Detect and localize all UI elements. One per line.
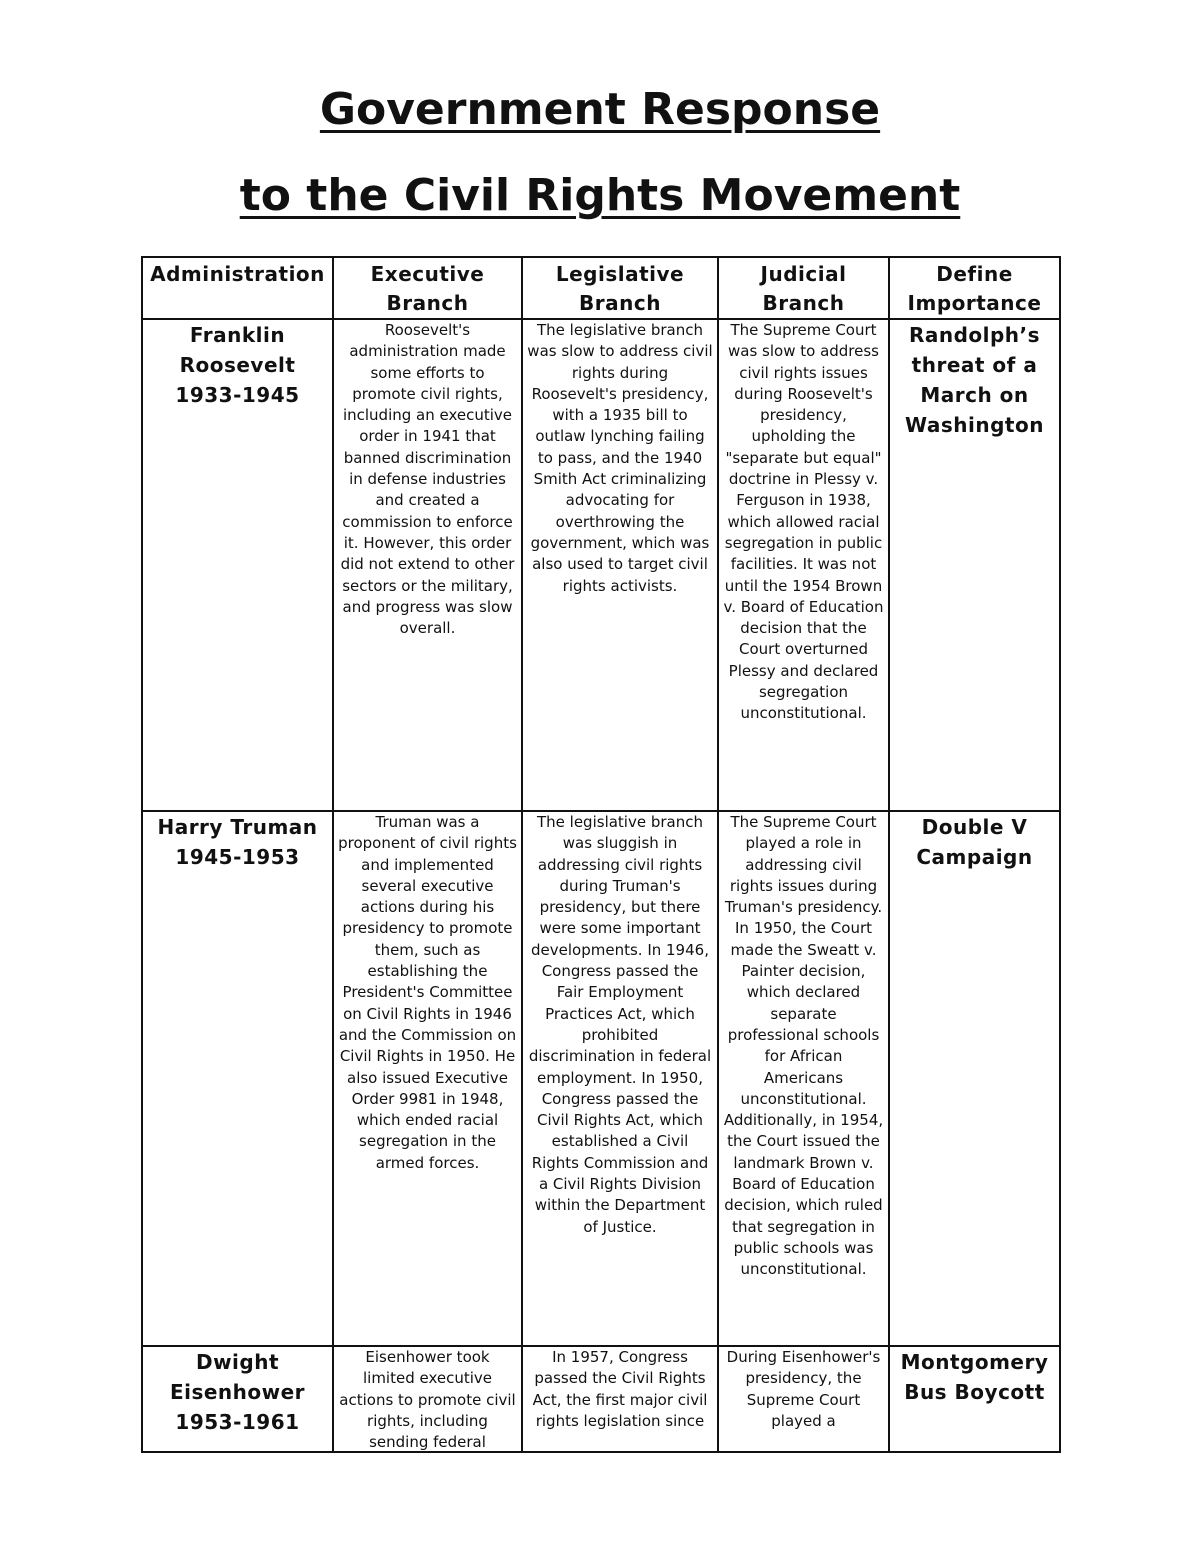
judicial-branch-cell: The Supreme Court was slow to address civil rights issues during Roosevelt's presidency, upholding the "separate but equal" doctrine in Plessy v. Ferguson in 1938, which allowed racial segregation in public facilities. It was not until the 1954 Brown v. Board of Education decision that the Court overturned Plessy and declared segregation unconstitutional. bbox=[718, 319, 889, 811]
page-subtitle: to the Civil Rights Movement bbox=[239, 170, 961, 221]
header-executive-branch: Executive Branch bbox=[333, 257, 522, 319]
president-name: Harry Truman bbox=[157, 815, 318, 839]
header-administration: Administration bbox=[142, 257, 333, 319]
importance-cell: Randolph’s threat of a March on Washington bbox=[889, 319, 1060, 811]
header-legislative-branch: Legislative Branch bbox=[522, 257, 718, 319]
term-years: 1953-1961 bbox=[175, 1410, 300, 1434]
legislative-text: In 1957, Congress passed the Civil Rights Act, the first major civil rights legislation since bbox=[532, 1348, 708, 1430]
executive-branch-cell: Truman was a proponent of civil rights and implemented several executive actions during his presidency to promote them, such as establishing the President's Committee on Civil Rights in 1946 and the Commission on Civil Rights in 1950. He also issued Executive Order 9981 in 1948, which ended racial segregation in the armed forces. bbox=[333, 811, 522, 1346]
judicial-branch-cell bbox=[718, 1346, 889, 1452]
executive-text: Eisenhower took limited executive actions to promote civil rights, including sending federal bbox=[339, 1348, 516, 1451]
civil-rights-table bbox=[141, 256, 1061, 1453]
table-row bbox=[142, 319, 1060, 811]
administration-cell bbox=[142, 811, 333, 1346]
table-row bbox=[142, 1346, 1060, 1452]
president-name: Franklin Roosevelt bbox=[179, 323, 296, 377]
judicial-text: During Eisenhower's presidency, the Supreme Court played a bbox=[726, 1348, 881, 1430]
importance-text: Montgomery Bus Boycott bbox=[900, 1350, 1049, 1404]
legislative-branch-cell: The legislative branch was sluggish in addressing civil rights during Truman's presidency, but there were some important developments. In 1946, Congress passed the Fair Employment Practices Act, which prohibited discrimination in federal employment. In 1950, Congress passed the Civil Rights Act, which established a Civil Rights Commission and a Civil Rights Division within the Department of Justice. bbox=[522, 811, 718, 1346]
importance-cell bbox=[889, 1346, 1060, 1452]
header-define-importance: Define Importance bbox=[889, 257, 1060, 319]
term-years: 1933-1945 bbox=[175, 383, 300, 407]
administration-cell bbox=[142, 1346, 333, 1452]
executive-branch-cell: Roosevelt's administration made some efforts to promote civil rights, including an executive order in 1941 that banned discrimination in defense industries and created a commission to enforce it. However, this order did not extend to other sectors or the military, and progress was slow overall. bbox=[333, 319, 522, 811]
header-judicial-branch: Judicial Branch bbox=[718, 257, 889, 319]
table-header-row bbox=[142, 257, 1060, 319]
judicial-branch-cell: The Supreme Court played a role in addressing civil rights issues during Truman's presidency. In 1950, the Court made the Sweatt v. Painter decision, which declared separate professional schools for African Americans unconstitutional. Additionally, in 1954, the Court issued the landmark Brown v. Board of Education decision, which ruled that segregation in public schools was unconstitutional. bbox=[718, 811, 889, 1346]
importance-cell: Double V Campaign bbox=[889, 811, 1060, 1346]
page-title: Government Response bbox=[319, 84, 881, 135]
legislative-branch-cell: The legislative branch was slow to address civil rights during Roosevelt's presidency, with a 1935 bill to outlaw lynching failing to pass, and the 1940 Smith Act criminalizing advocating for overthrowing the government, which was also used to target civil rights activists. bbox=[522, 319, 718, 811]
term-years: 1945-1953 bbox=[175, 845, 300, 869]
legislative-branch-cell bbox=[522, 1346, 718, 1452]
administration-cell bbox=[142, 319, 333, 811]
table-row bbox=[142, 811, 1060, 1346]
executive-branch-cell bbox=[333, 1346, 522, 1452]
president-name: Dwight Eisenhower bbox=[169, 1350, 306, 1404]
